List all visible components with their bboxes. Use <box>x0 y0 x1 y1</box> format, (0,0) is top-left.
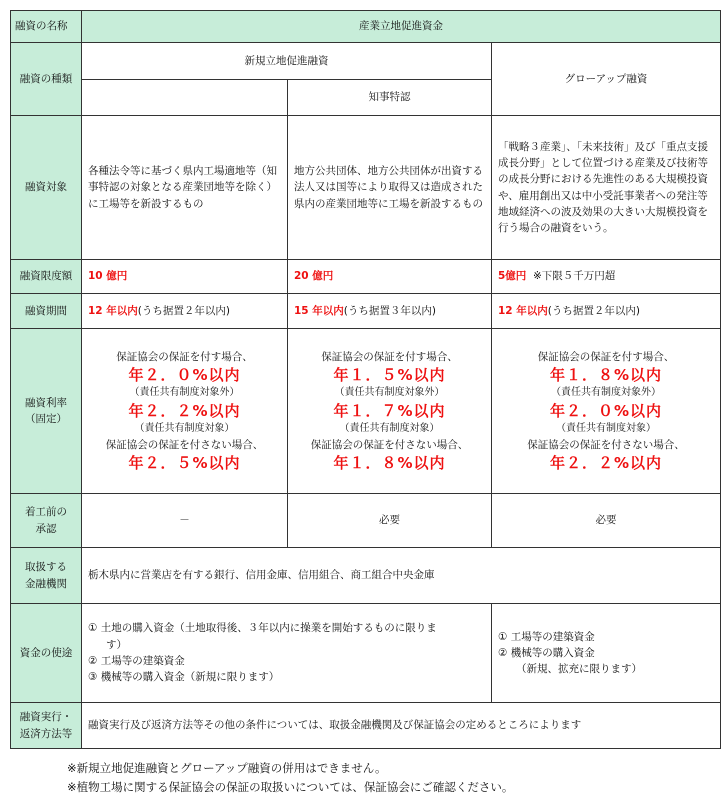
row-rate <box>11 329 721 494</box>
rate-new-r1: 年２．０%以内 <box>128 366 241 385</box>
rate-growup-r1: 年１．８%以内 <box>550 366 663 385</box>
label-execution-1: 融資実行・ <box>19 711 73 724</box>
rate-new-r2: 年２．２%以内 <box>128 401 241 420</box>
label-approval <box>11 494 82 548</box>
rate-special <box>288 329 492 494</box>
label-approval-1: 着工前の <box>25 506 67 519</box>
row-approval <box>11 494 721 548</box>
approval-special: 必要 <box>288 494 492 548</box>
rate-new-with: 保証協会の保証を付す場合、 <box>116 350 253 363</box>
label-execution <box>11 703 82 749</box>
usage-new-1b: す） <box>106 638 127 651</box>
target-growup: 「戦略３産業」、「未来技術」及び「重点支援成長分野」として位置づける産業及び技術等の成長分野における先進性のある大規模投資や、雇用創出又は中小受託事業者への発注等地域経済への波及効果の大きい大規模投資を行う場合の融資をいう。 <box>492 116 721 260</box>
rate-special-with: 保証協会の保証を付す場合、 <box>321 350 458 363</box>
label-rate-2: （固定） <box>25 413 67 425</box>
rate-special-excl: （責任共有制度対象外） <box>334 387 445 399</box>
label-institutions <box>11 548 82 604</box>
period-special-note: (うち据置３年以内) <box>343 304 436 317</box>
usage-new-3: ③ 機械等の購入資金（新規に限ります） <box>88 671 280 684</box>
target-special: 地方公共団体、地方公共団体が出資する法人又は国等により取得又は造成された県内の産業団地等に工場を新設するもの <box>288 116 492 260</box>
rate-special-incl: （責任共有制度対象） <box>339 423 440 435</box>
label-institutions-2: 金融機関 <box>25 577 67 590</box>
row-target <box>11 116 721 260</box>
rate-growup-with: 保証協会の保証を付す場合、 <box>537 350 675 363</box>
limit-new: 10 億円 <box>88 270 128 283</box>
type-growup: グローアップ融資 <box>492 43 721 116</box>
label-target: 融資対象 <box>11 116 82 260</box>
limit-growup: 5億円 <box>498 270 527 283</box>
rate-growup-incl: （責任共有制度対象） <box>556 423 657 435</box>
period-new-note: (うち据置２年以内) <box>137 304 230 317</box>
execution-value: 融資実行及び返済方法等その他の条件については、取扱金融機関及び保証協会の定めるところによります <box>82 703 721 749</box>
approval-new: － <box>82 494 288 548</box>
row-usage <box>11 604 721 703</box>
label-type: 融資の種類 <box>11 43 82 116</box>
rate-growup-r2: 年２．０%以内 <box>550 401 663 420</box>
type-special: 知事特認 <box>288 80 492 116</box>
institutions-value: 栃木県内に営業店を有する銀行、信用金庫、信用組合、商工組合中央金庫 <box>82 548 721 604</box>
loan-name: 産業立地促進資金 <box>82 11 721 43</box>
usage-growup-1: ① 工場等の建築資金 <box>498 630 595 643</box>
row-execution <box>11 703 721 749</box>
limit-special: 20 億円 <box>294 270 334 283</box>
rate-special-r3: 年１．８%以内 <box>333 453 446 472</box>
label-limit: 融資限度額 <box>11 260 82 294</box>
label-rate <box>11 329 82 494</box>
row-limit <box>11 260 721 294</box>
loan-table <box>10 10 721 749</box>
rate-new-excl: （責任共有制度対象外） <box>129 387 240 399</box>
type-new: 新規立地促進融資 <box>82 43 492 80</box>
rate-new <box>82 329 288 494</box>
period-special: 15 年以内 <box>294 304 344 317</box>
rate-new-incl: （責任共有制度対象） <box>134 423 235 435</box>
rate-special-r1: 年１．５%以内 <box>333 366 446 385</box>
label-usage: 資金の使途 <box>11 604 82 703</box>
rate-growup-without: 保証協会の保証を付さない場合、 <box>527 438 685 451</box>
rate-growup-excl: （責任共有制度対象外） <box>551 387 662 399</box>
note-2: ※植物工場に関する保証協会の保証の取扱いについては、保証協会にご確認ください。 <box>67 780 514 794</box>
label-rate-1: 融資利率 <box>25 396 67 409</box>
label-name: 融資の名称 <box>11 11 82 43</box>
usage-new-1a: ① 土地の購入資金（土地取得後、３年以内に操業を開始するものに限りま <box>88 622 437 635</box>
row-type <box>11 43 721 80</box>
usage-new-2: ② 工場等の建築資金 <box>88 655 185 667</box>
row-name <box>11 11 721 43</box>
rate-special-without: 保証協会の保証を付さない場合、 <box>310 438 469 451</box>
period-new: 12 年以内 <box>88 304 138 317</box>
label-institutions-1: 取扱する <box>25 561 67 574</box>
usage-new <box>82 604 492 703</box>
usage-growup-2b: （新規、拡充に限ります） <box>516 663 642 676</box>
rate-growup <box>492 329 721 494</box>
usage-growup-2: ② 機械等の購入資金 <box>498 646 595 659</box>
period-growup-note: (うち据置２年以内) <box>547 304 640 317</box>
label-execution-2: 返済方法等 <box>19 727 73 740</box>
type-new-blank <box>82 80 288 116</box>
period-growup: 12 年以内 <box>498 304 548 317</box>
limit-growup-note: ※下限５千万円超 <box>533 270 616 283</box>
rate-special-r2: 年１．７%以内 <box>333 401 446 420</box>
note-1: ※新規立地促進融資とグローアップ融資の併用はできません。 <box>67 761 387 775</box>
rate-growup-r3: 年２．２%以内 <box>550 453 663 472</box>
approval-growup: 必要 <box>492 494 721 548</box>
usage-growup <box>492 604 721 703</box>
notes <box>67 759 513 797</box>
target-new: 各種法令等に基づく県内工場適地等（知事特認の対象となる産業団地等を除く）に工場等を新設するもの <box>82 116 288 260</box>
rate-new-r3: 年２．５%以内 <box>128 453 241 472</box>
row-institutions <box>11 548 721 604</box>
label-period: 融資期間 <box>11 294 82 329</box>
label-approval-2: 承認 <box>35 522 57 535</box>
row-period <box>11 294 721 329</box>
rate-new-without: 保証協会の保証を付さない場合、 <box>105 438 264 451</box>
